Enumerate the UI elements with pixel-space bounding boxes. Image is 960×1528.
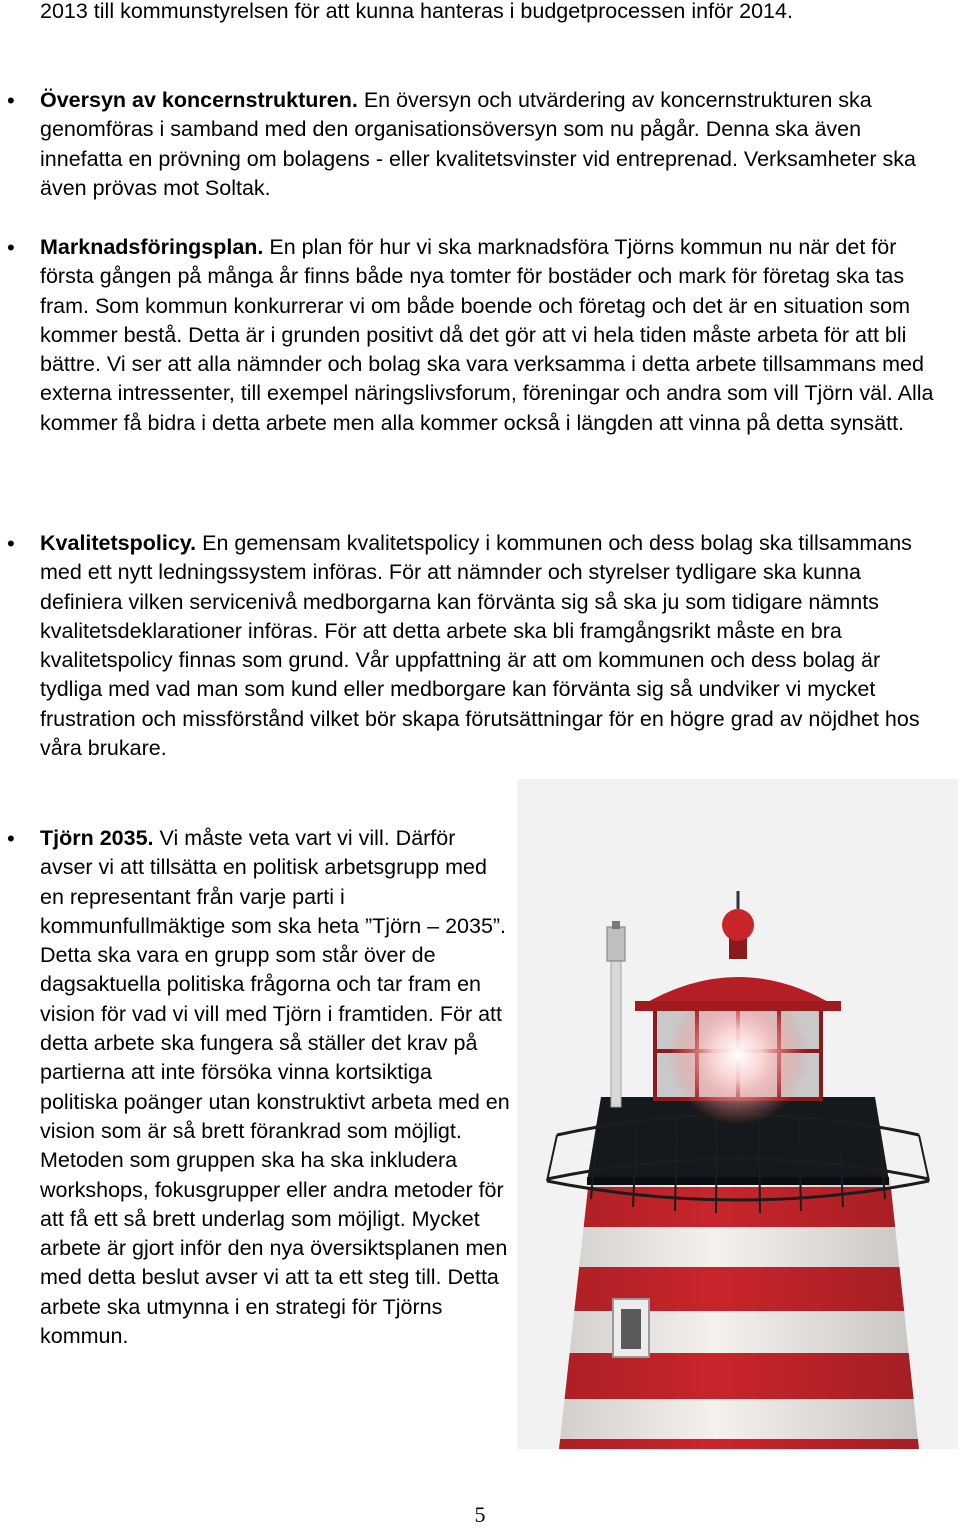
page-number: 5 bbox=[474, 1502, 486, 1527]
bullet-icon: • bbox=[7, 88, 15, 113]
item-text bbox=[40, 233, 940, 438]
item-text bbox=[40, 529, 940, 763]
item-text bbox=[40, 86, 940, 203]
bullet-icon: • bbox=[7, 531, 15, 556]
list-item bbox=[7, 824, 510, 1351]
list-item bbox=[7, 233, 940, 438]
item-heading: Marknadsföringsplan. bbox=[40, 235, 264, 259]
item-heading: Översyn av koncernstrukturen. bbox=[40, 88, 358, 112]
lead-paragraph: 2013 till kommunstyrelsen för att kunna hanteras i budgetprocessen inför 2014. bbox=[40, 0, 793, 23]
list-item bbox=[7, 86, 940, 203]
bullet-icon: • bbox=[7, 826, 15, 851]
item-body: En plan för hur vi ska marknadsföra Tjörns kommun nu när det för första gången på många år finns både nya tomter för bostäder och mark för företag ska tas fram. Som kommun konkurrerar vi om både boende och företag och det är en situation som kommer bestå. Detta är i grunden positivt då det gör att vi hela tiden måste arbeta för att bli bättre. Vi ser att alla nämnder och bolag ska vara verksamma i detta arbete tillsammans med externa intressenter, till exempel näringslivsforum, föreningar och andra som vill Tjörn väl. Alla kommer få bidra i detta arbete men alla kommer också i längden att vinna på detta synsätt. bbox=[40, 235, 934, 435]
item-heading: Kvalitetspolicy. bbox=[40, 531, 197, 555]
item-heading: Tjörn 2035. bbox=[40, 826, 154, 850]
item-body: En översyn och utvärdering av koncernstrukturen ska genomföras i samband med den organisationsöversyn som nu pågår. Denna ska även innefatta en prövning om bolagens - eller kvalitetsvinster vid entreprenad. Verksamheter ska även prövas mot Soltak. bbox=[40, 88, 916, 200]
bullet-icon: • bbox=[7, 235, 15, 260]
lighthouse-photo bbox=[517, 779, 958, 1449]
list-item bbox=[7, 529, 940, 763]
item-body: En gemensam kvalitetspolicy i kommunen och dess bolag ska tillsammans med ett nytt ledningssystem införas. För att nämnder och styrelser tydligare ska kunna definiera vilken servicenivå medborgarna kan förvänta sig så ska ju som tidigare nämnts kvalitetsdeklarationer införas. För att detta arbete ska bli framgångsrikt måste en bra kvalitetspolicy finnas som grund. Vår uppfattning är att om kommunen och dess bolag är tydliga med vad man som kund eller medborgare kan förvänta sig så undviker vi mycket frustration och missförstånd vilket bör skapa förutsättningar för en högre grad av nöjdhet hos våra brukare. bbox=[40, 531, 920, 761]
item-body: Vi måste veta vart vi vill. Därför avser vi att tillsätta en politisk arbetsgrupp med en representant från varje parti i kommunfullmäktige som ska heta ”Tjörn – 2035”. Detta ska vara en grupp som står över de dagsaktuella politiska frågorna och tar fram en vision för vad vi vill med Tjörn i framtiden. För att detta arbete ska fungera så ställer det krav på partierna att inte försöka vinna kortsiktiga politiska poänger utan konstruktivt arbeta med en vision som är så brett förankrad som möjligt. Metoden som gruppen ska ha ska inkludera workshops, fokusgrupper eller andra metoder för att få ett så brett underlag som möjligt. Mycket arbete är gjort inför den nya översiktsplanen men med detta beslut avser vi att ta ett steg till. Detta arbete ska utmynna i en strategi för Tjörns kommun. bbox=[40, 826, 510, 1349]
item-text bbox=[40, 824, 510, 1351]
